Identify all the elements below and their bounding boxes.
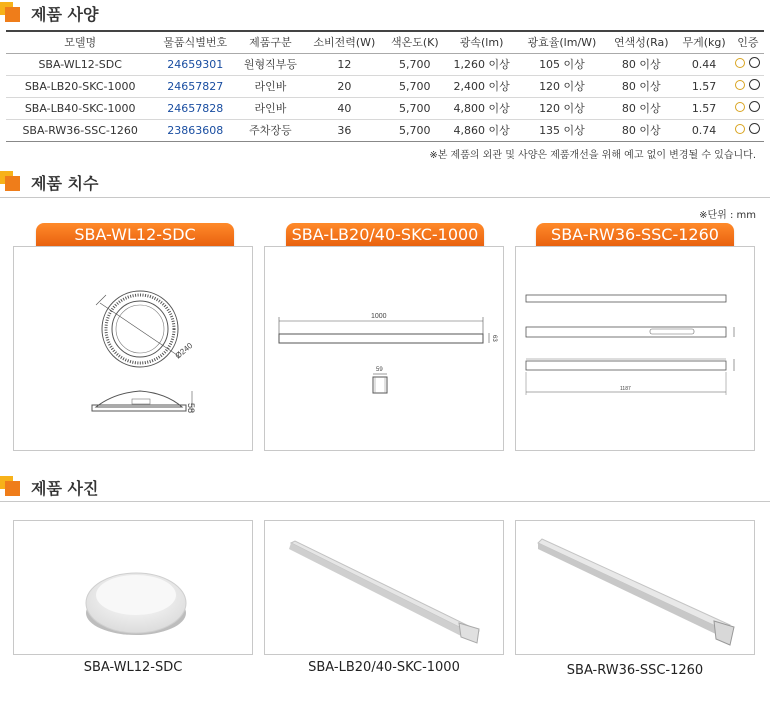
photo-box-lb20 (264, 520, 504, 655)
cert-ks-icon (749, 79, 760, 90)
cell-efficacy: 120 이상 (518, 97, 606, 119)
cell-power: 20 (305, 75, 385, 97)
cert-kc-icon (735, 102, 745, 112)
spec-table (6, 30, 764, 142)
dim-tab-wl12: SBA-WL12-SDC (36, 223, 234, 247)
cert-kc-icon (735, 124, 745, 134)
photo-caption-wl12: SBA-WL12-SDC (83, 660, 183, 675)
cell-cert (732, 75, 764, 97)
cert-kc-icon (735, 80, 745, 90)
dim-tab-lb20: SBA-LB20/40-SKC-1000 (286, 223, 484, 247)
photo-rw36-image (516, 521, 756, 656)
cell-id: 24657828 (154, 97, 236, 119)
spec-section-title (0, 0, 98, 26)
table-row (6, 97, 764, 119)
cell-id: 24659301 (154, 53, 236, 75)
cell-power: 12 (305, 53, 385, 75)
section-square-icon (0, 476, 22, 498)
cell-weight: 1.57 (676, 75, 731, 97)
col-efficacy: 광효율(lm/W) (518, 31, 606, 53)
photo-lb20-image (265, 521, 505, 656)
spec-title: 제품 사양 (31, 4, 99, 24)
cell-flux: 1,260 이상 (445, 53, 517, 75)
dim-box-wl12 (13, 246, 253, 451)
dim-section-title (0, 169, 98, 195)
dim-width-label: 59 (376, 367, 383, 373)
cell-model: SBA-LB40-SKC-1000 (6, 97, 154, 119)
dim-drawing-wl12 (14, 247, 254, 452)
dim-divider (0, 197, 770, 198)
col-cert: 인증 (732, 31, 764, 53)
cert-ks-icon (749, 123, 760, 134)
dim-unit: ※단위 : mm (699, 210, 756, 221)
cell-cri: 80 이상 (606, 53, 676, 75)
cell-model: SBA-WL12-SDC (6, 53, 154, 75)
section-square-icon (0, 2, 22, 24)
cert-ks-icon (749, 101, 760, 112)
table-row (6, 75, 764, 97)
col-cct: 색온도(K) (384, 31, 445, 53)
cell-cri: 80 이상 (606, 119, 676, 141)
dim-length-label-rw: 1187 (620, 386, 631, 392)
cell-model: SBA-RW36-SSC-1260 (6, 119, 154, 141)
cell-id: 23863608 (154, 119, 236, 141)
cell-cri: 80 이상 (606, 75, 676, 97)
dim-box-lb20 (264, 246, 504, 451)
col-cri: 연색성(Ra) (606, 31, 676, 53)
cert-ks-icon (749, 57, 760, 68)
photo-section-title (0, 474, 98, 500)
col-model: 모델명 (6, 31, 154, 53)
cell-efficacy: 105 이상 (518, 53, 606, 75)
cell-efficacy: 120 이상 (518, 75, 606, 97)
dim-length-label: 1000 (371, 313, 387, 320)
cell-flux: 4,860 이상 (445, 119, 517, 141)
cell-cct: 5,700 (384, 75, 445, 97)
spec-header-row (6, 31, 764, 53)
cell-type: 주차장등 (236, 119, 304, 141)
cell-type: 라인바 (236, 75, 304, 97)
dim-box-rw36 (515, 246, 755, 451)
photo-box-wl12 (13, 520, 253, 655)
cell-cert (732, 97, 764, 119)
cell-cct: 5,700 (384, 53, 445, 75)
cell-id: 24657827 (154, 75, 236, 97)
photo-divider (0, 501, 770, 502)
col-type: 제품구분 (236, 31, 304, 53)
dim-title: 제품 치수 (31, 173, 99, 193)
cell-flux: 4,800 이상 (445, 97, 517, 119)
cell-cert (732, 119, 764, 141)
dim-drawing-lb20 (265, 247, 505, 452)
col-id: 물품식별번호 (154, 31, 236, 53)
photo-caption-lb20: SBA-LB20/40-SKC-1000 (308, 660, 460, 675)
photo-box-rw36 (515, 520, 755, 655)
table-row (6, 53, 764, 75)
cell-weight: 0.74 (676, 119, 731, 141)
cell-flux: 2,400 이상 (445, 75, 517, 97)
cell-model: SBA-LB20-SKC-1000 (6, 75, 154, 97)
table-row (6, 119, 764, 141)
cell-type: 라인바 (236, 97, 304, 119)
col-power: 소비전력(W) (305, 31, 385, 53)
cell-efficacy: 135 이상 (518, 119, 606, 141)
cell-type: 원형직부등 (236, 53, 304, 75)
dim-drawing-rw36 (516, 247, 756, 452)
photo-wl12-image (14, 521, 254, 656)
cell-cert (732, 53, 764, 75)
section-square-icon (0, 171, 22, 193)
cell-cri: 80 이상 (606, 97, 676, 119)
cell-weight: 1.57 (676, 97, 731, 119)
dim-diameter-label: Ø240 (173, 341, 195, 361)
cell-power: 40 (305, 97, 385, 119)
photo-caption-rw36: SBA-RW36-SSC-1260 (566, 663, 704, 678)
cert-kc-icon (735, 58, 745, 68)
dim-side-label: 63 (491, 335, 497, 342)
photo-title: 제품 사진 (31, 478, 99, 498)
cell-power: 36 (305, 119, 385, 141)
col-weight: 무게(kg) (676, 31, 731, 53)
cell-cct: 5,700 (384, 97, 445, 119)
col-flux: 광속(lm) (445, 31, 517, 53)
cell-cct: 5,700 (384, 119, 445, 141)
cell-weight: 0.44 (676, 53, 731, 75)
dim-tab-rw36: SBA-RW36-SSC-1260 (536, 223, 734, 247)
spec-note: ※본 제품의 외관 및 사양은 제품개선을 위해 예고 없이 변경될 수 있습니다. (429, 150, 756, 161)
dim-height-label: 58 (186, 403, 196, 414)
